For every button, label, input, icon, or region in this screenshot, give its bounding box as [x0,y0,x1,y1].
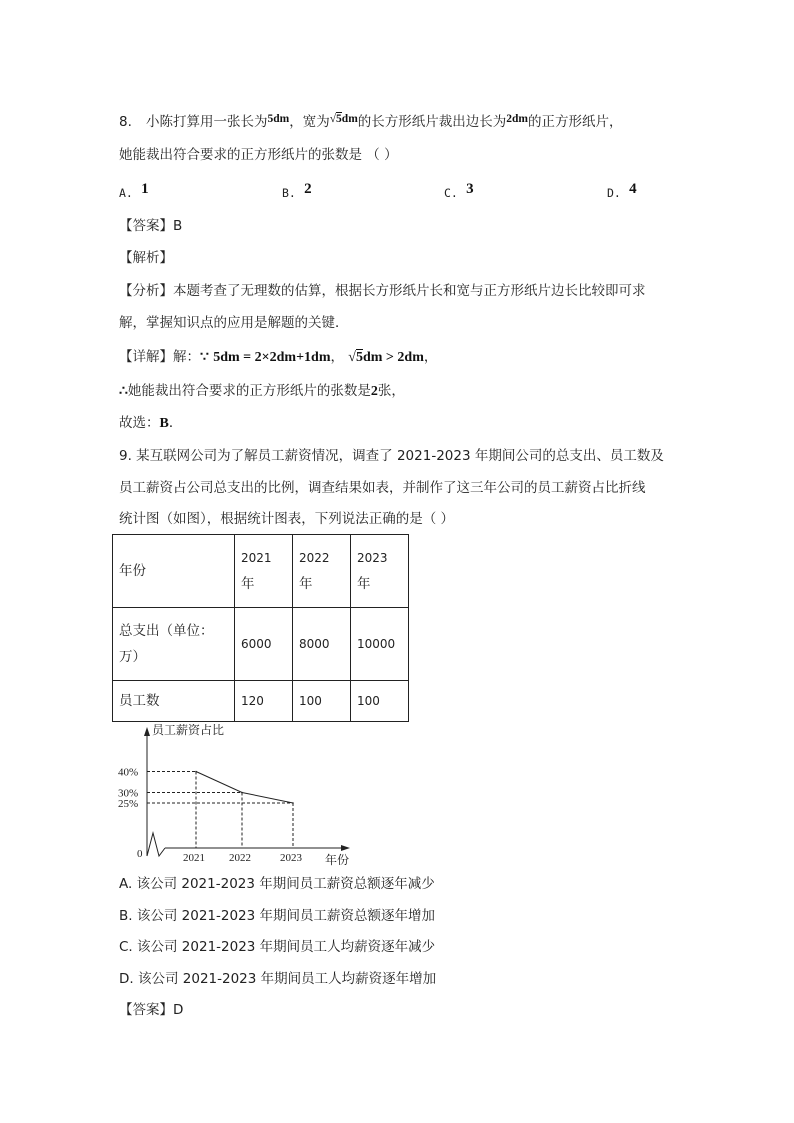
q8-option-b [282,181,312,198]
option-letter: D. [607,186,621,200]
cell-text: 2021 [241,551,272,565]
q8-analysis-title: 【解析】 [119,250,173,266]
q9-stem-line1: 9. 某互联网公司为了解员工薪资情况，调查了 2021-2023 年期间公司的总支出、员工数及 [119,448,664,464]
q8-width-unit: dm [341,113,358,125]
q9-option-d: D. 该公司 2021-2023 年期间员工人均薪资逐年增加 [119,971,437,987]
choose-value: B [159,416,169,431]
comma: ， [423,349,438,365]
q8-conclusion [119,381,405,402]
option-value: 2 [304,181,312,197]
x-tick-label: 2023 [280,852,302,864]
q8-stem-b: ，宽为 [289,114,330,130]
q8-option-d [607,181,637,198]
table-cell: 100 [351,681,409,722]
table-cell-label [113,608,235,681]
table-header-year [113,535,235,608]
equation-2 [348,349,424,365]
conclusion-end: 张， [377,383,405,399]
cell-text: 年份 [119,563,146,579]
table-header-2021 [235,535,293,608]
cell-text: 2023 [357,551,388,565]
sqrt-icon: √ [329,113,337,125]
series-line [196,772,293,804]
origin-label: 0 [137,848,143,860]
option-value: 1 [141,181,149,197]
y-axis-arrow-icon [144,727,150,736]
q9-stem-line2: 员工薪资占公司总支出的比例，调查结果如表，并制作了这三年公司的员工薪资占比折线 [119,480,646,496]
sqrt-icon: √ [348,350,356,365]
q8-stem-line2: 她能裁出符合要求的正方形纸片的张数是 （ ） [119,147,398,163]
q8-side: 2dm [506,113,529,125]
table-cell: 10000 [351,608,409,681]
xiangjie-label: 【详解】解： [119,349,200,365]
q8-length: 5dm [267,113,290,125]
data-point [292,802,294,804]
conclusion-text: 她能裁出符合要求的正方形纸片的张数是 [127,383,371,399]
q8-answer: 【答案】B [119,218,183,234]
q8-option-c [444,181,474,198]
q8-width [330,113,358,125]
q8-choose [119,413,182,434]
y-axis-title: 员工薪资占比 [152,724,225,737]
q8-stem-a: 小陈打算用一张长为 [146,114,268,130]
cell-text: 万） [119,649,146,665]
table-header-2022 [293,535,351,608]
data-point [195,771,197,773]
x-tick-label: 2022 [229,852,251,864]
cell-text: 年 [299,576,313,592]
x-axis-arrow-icon [341,845,350,851]
equation-2-radicand: 5 [355,350,363,365]
q8-fenxi-line1: 【分析】本题考查了无理数的估算，根据长方形纸片长和宽与正方形纸片边长比较即可求 [119,283,646,299]
q8-number: 8. [119,114,132,130]
salary-ratio-line-chart [112,724,372,870]
cell-text: 2022 [299,551,330,565]
x-tick-label: 2021 [183,852,205,864]
option-letter: C. [444,186,458,200]
table-cell: 8000 [293,608,351,681]
q8-option-a [119,181,149,198]
cell-text: 年 [357,576,371,592]
cell-text: 总支出（单位： [119,623,214,639]
table-row [113,608,409,681]
choose-label: 故选： [119,415,160,431]
table-row [113,681,409,722]
x-axis-break-icon [147,833,165,856]
y-tick-label: 40% [118,766,139,779]
equation-1: 5dm = 2×2dm+1dm [213,350,331,365]
y-tick-label: 30% [118,787,139,800]
q9-option-c: C. 该公司 2021-2023 年期间员工人均薪资逐年减少 [119,939,436,955]
option-value: 3 [466,181,474,197]
equation-2-rest: dm > 2dm [362,350,424,365]
table-cell: 6000 [235,608,293,681]
table-cell: 100 [293,681,351,722]
choose-end: ． [168,415,183,431]
q8-stem-d: 的正方形纸片， [528,114,623,130]
table-row [113,535,409,608]
q9-data-table [112,534,409,722]
option-letter: B. [282,186,296,200]
q8-fenxi-line2: 解，掌握知识点的应用是解题的关键． [119,315,349,331]
q9-option-b: B. 该公司 2021-2023 年期间员工薪资总额逐年增加 [119,908,436,924]
q9-stem-line3: 统计图（如图），根据统计图表，下列说法正确的是（ ） [119,511,455,527]
comma: ， [330,349,344,365]
q8-xiangjie [119,347,437,368]
cell-text: 年 [241,576,255,592]
therefore-icon: ∴ [119,384,128,399]
table-cell-label: 员工数 [113,681,235,722]
chart-marks [118,767,303,865]
table-header-2023 [351,535,409,608]
y-tick-label: 25% [118,798,139,810]
because-icon: ∵ [200,350,209,365]
q8-stem-c: 的长方形纸片裁出边长为 [357,114,507,130]
table-cell: 120 [235,681,293,722]
option-letter: A. [119,186,133,200]
conclusion-number: 2 [370,384,378,399]
x-axis-title: 年份 [325,853,350,867]
data-point [241,792,243,794]
option-value: 4 [629,181,637,197]
q9-option-a: A. 该公司 2021-2023 年期间员工薪资总额逐年减少 [119,876,435,892]
q9-answer: 【答案】D [119,1002,184,1018]
q8-width-radicand: 5 [336,113,342,125]
